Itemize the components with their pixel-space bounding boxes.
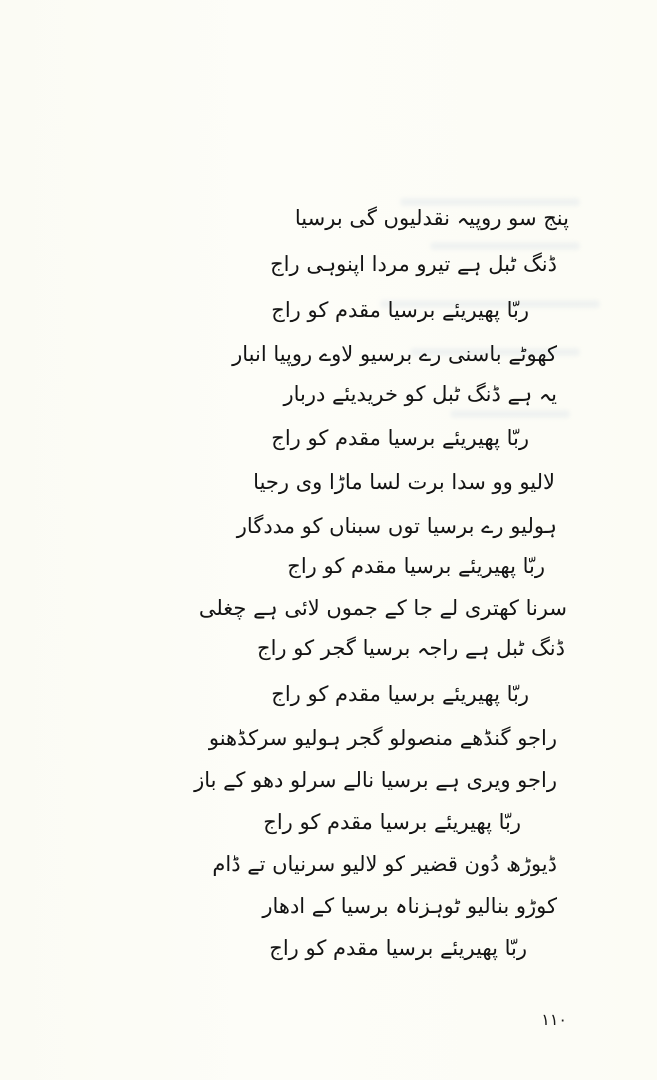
verse-refrain: ربّا پھیریئے برسیا مقدم کو راج [263, 810, 521, 834]
verse-line: یہ ہے ڈنگ ٹبل کو خریدیئے دربار [283, 382, 557, 406]
verse-line: پنج سو روپیہ نقدلیوں گی برسیا [294, 206, 569, 230]
verse-line: سرنا کھتری لے جا کے جموں لائی ہے چغلی [198, 596, 567, 620]
verse-line: ڈنگ ٹبل ہے تیرو مردا اپنوہی راج [270, 252, 557, 276]
verse-line: لالیو وو سدا برت لسا ماڑا وی رجیا [253, 470, 555, 494]
verse-line: ڈنگ ٹبل ہے راجہ برسیا گجر کو راج [257, 636, 565, 660]
verse-refrain: ربّا پھیریئے برسیا مقدم کو راج [287, 554, 545, 578]
verse-refrain: ربّا پھیریئے برسیا مقدم کو راج [271, 298, 529, 322]
verse-line: ڈیوڑھ دُون قضیر کو لالیو سرنیاں تے ڈام [212, 852, 557, 876]
verse-refrain: ربّا پھیریئے برسیا مقدم کو راج [271, 682, 529, 706]
verse-line: راجو گنڈھے منصولو گجر ہولیو سرکڈھنو [208, 726, 557, 750]
verse-line: راجو ویری ہے برسیا نالے سرلو دھو کے باز [194, 768, 557, 792]
page-number: ۱۱۰ [541, 1010, 567, 1029]
verse-line: کھوٹے باسنی رے برسیو لاوے روپیا انبار [232, 342, 557, 366]
verse-refrain: ربّا پھیریئے برسیا مقدم کو راج [271, 426, 529, 450]
verse-line: کوڑو بنالیو ٹوہزناہ برسیا کے ادھار [262, 894, 557, 918]
verse-line: ہولیو رے برسیا توں سبناں کو مددگار [236, 514, 557, 538]
verse-refrain: ربّا پھیریئے برسیا مقدم کو راج [269, 936, 527, 960]
